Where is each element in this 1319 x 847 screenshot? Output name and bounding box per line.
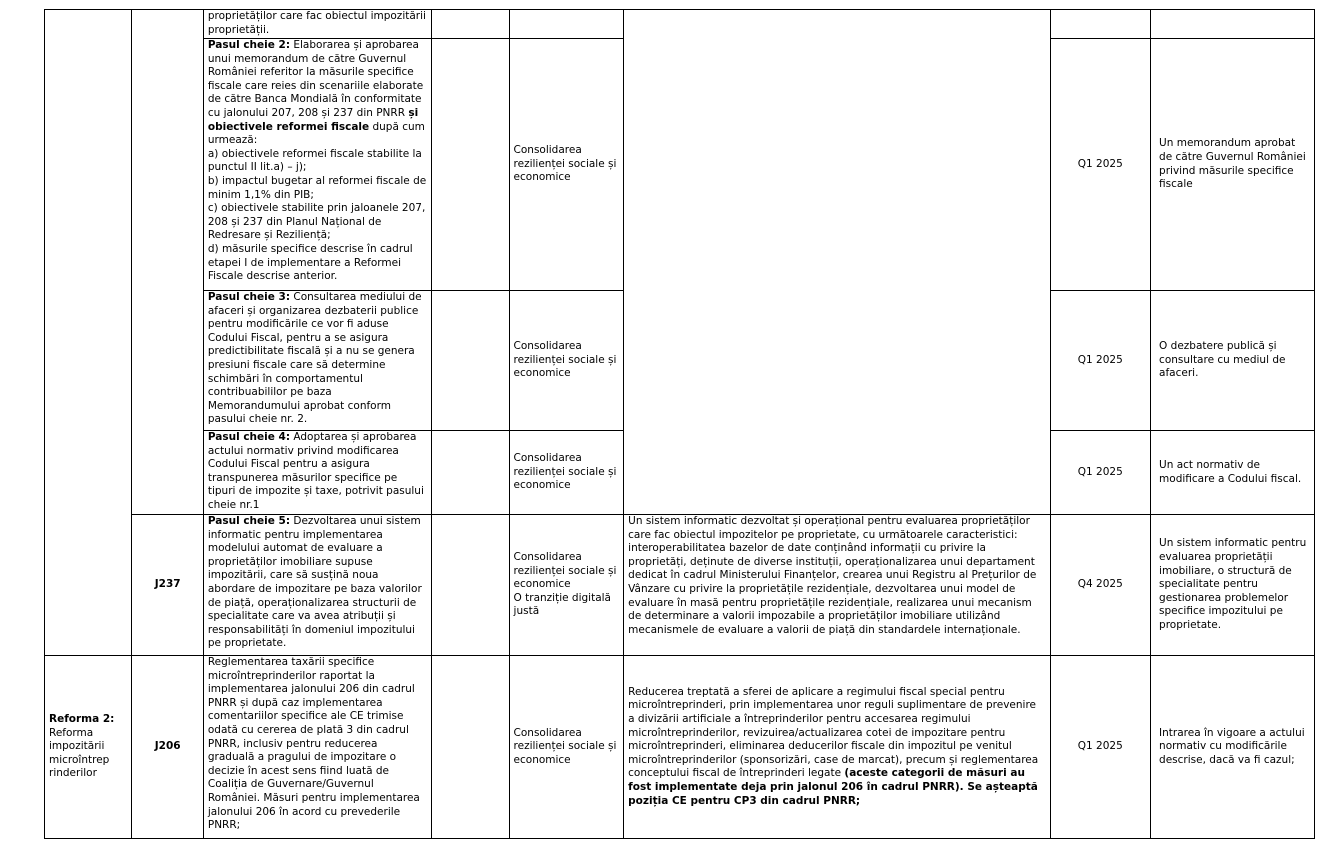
verification-cell-empty <box>1151 10 1315 39</box>
list-item: a) obiectivele reformei fiscale stabilite la punctul II lit.a) – j); <box>207 147 422 174</box>
pillar-cell: Consolidarea rezilienței sociale și economice <box>509 656 624 839</box>
reform-cell: Reforma 2: Reforma impozitării microîntrep rinderilor <box>45 656 132 839</box>
milestone-cell-empty <box>132 10 203 515</box>
empty-cell <box>432 291 509 431</box>
measure-cell: Pasul cheie 5: Dezvoltarea unui sistem informatic pentru implementarea modelului automat de evaluare a proprietăților imobiliare supuse impozitării, care să susțină noua abordare de impozitare pe baza valorilor de piață, operaționalizarea structurii de specialitate care va avea atribuții și responsabilități în domeniul impozitului pe proprietate. <box>203 515 431 656</box>
step-label: Pasul cheie 4: <box>207 431 291 443</box>
reform-cell-empty <box>45 10 132 656</box>
empty-cell <box>432 39 509 291</box>
deadline-cell: Q1 2025 <box>1050 431 1151 515</box>
measure-cell: Pasul cheie 4: Adoptarea și aprobarea actului normativ privind modificarea Codului Fiscal pentru a asigura transpunerea măsurilor specifice pe tipuri de impozite și taxe, potrivit pasului cheie nr.1 <box>203 431 431 515</box>
list-item: b) impactul bugetar al reformei fiscale de minim 1,1% din PIB; <box>207 174 427 201</box>
empty-cell <box>432 10 509 39</box>
step-label: Pasul cheie 5: <box>207 515 291 527</box>
pillar-cell: Consolidarea rezilienței sociale și economice <box>509 291 624 431</box>
list-item: d) măsurile specifice descrise în cadrul etapei I de implementare a Reformei Fiscale descrise anterior. <box>207 242 413 283</box>
pillar-cell: Consolidarea rezilienței sociale și economice O tranziție digitală justă <box>509 515 624 656</box>
measure-cell: Pasul cheie 3: Consultarea mediului de afaceri și organizarea dezbaterii publice pentru modificările ce vor fi aduse Codului Fiscal, pentru a se asigura predictibilitate fiscală și a nu se genera presiuni fiscale care să determine schimbări în comportamentul contribuabililor pe baza Memorandumului aprobat conform pasului cheie nr. 2. <box>203 291 431 431</box>
reform-milestones-table <box>44 9 1315 839</box>
description-cell: Reducerea treptată a sferei de aplicare a regimului fiscal special pentru microîntreprinderi, prin implementarea unor reguli suplimentare de prevenire a divizării artificiale a întreprinderilor pentru accesarea regimului microîntreprinderilor, revizuirea/actualizarea cotei de impozitare pentru microîntreprinderi, eliminarea deducerilor fiscale din impozitul pe venitul microîntreprinderilor (sponsorizări, case de marcat), precum și reglementarea conceptului fiscal de întreprinderi legate (aceste categorii de măsuri au fost implementate deja prin jalonul 206 în cadrul PNRR). Se așteaptă poziția CE pentru CP3 din cadrul PNRR; <box>624 656 1050 839</box>
step-label: Pasul cheie 3: <box>207 291 291 303</box>
verification-cell: O dezbatere publică și consultare cu mediul de afaceri. <box>1151 291 1315 431</box>
verification-cell: Un act normativ de modificare a Codului fiscal. <box>1151 431 1315 515</box>
empty-cell <box>432 515 509 656</box>
milestone-cell: J237 <box>132 515 203 656</box>
deadline-cell: Q4 2025 <box>1050 515 1151 656</box>
measure-cell: Pasul cheie 2: Elaborarea și aprobarea unui memorandum de către Guvernul României referitor la măsurile specifice fiscale care reies din scenariile elaborate de către Banca Mondială în conformitate cu jalonului 207, 208 și 237 din PNRR și obiectivele reformei fiscale după cum urmează: a) obiectivele reformei fiscale stabilite la punctul II lit.a) – j); b) impactul bugetar al reformei fiscale de minim 1,1% din PIB; c) obiectivele stabilite prin jaloanele 207, 208 și 237 din Planul Național de Redresare și Reziliență; d) măsurile specifice descrise în cadrul etapei I de implementare a Reformei Fiscale descrise anterior. <box>203 39 431 291</box>
table-row <box>45 10 1315 39</box>
milestone-cell: J206 <box>132 656 203 839</box>
deadline-cell: Q1 2025 <box>1050 39 1151 291</box>
deadline-cell-empty <box>1050 10 1151 39</box>
list-item: c) obiectivele stabilite prin jaloanele 207, 208 și 237 din Planul Național de Redresare și Reziliență; <box>207 202 426 242</box>
description-cell-empty <box>624 10 1050 515</box>
deadline-cell: Q1 2025 <box>1050 656 1151 839</box>
empty-cell <box>432 656 509 839</box>
verification-cell: Intrarea în vigoare a actului normativ cu modificările descrise, dacă va fi cazul; <box>1151 656 1315 839</box>
description-cell: Un sistem informatic dezvoltat și operațional pentru evaluarea proprietăților care fac obiectul impozitelor pe proprietate, cu următoarele caracteristici: interoperabilitatea bazelor de date conținând informații cu privire la proprietăți, deținute de diverse instituții, operaționalizarea unui departament dedicat în cadrul Ministerului Finanțelor, crearea unui Registru al Prețurilor de Vânzare cu privire la proprietățile rezidențiale, dezvoltarea unui model de evaluare în masă pentru proprietățile rezidențiale, realizarea unui mecanism de determinare a valorii impozabile a proprietăților imobiliare utilizând mecanismele de evaluare a valorii de piață din standardele internaționale. <box>624 515 1050 656</box>
verification-cell: Un memorandum aprobat de către Guvernul României privind măsurile specifice fiscale <box>1151 39 1315 291</box>
measure-cell: proprietăților care fac obiectul impozitării proprietății. <box>203 10 431 39</box>
measure-cell: Reglementarea taxării specifice microîntreprinderilor raportat la implementarea jalonului 206 din cadrul PNRR și după caz implementarea comentariilor specifice ale CE trimise odată cu cererea de plată 3 din cadrul PNRR, inclusiv pentru reducerea graduală a pragului de impozitare o decizie în acest sens fiind luată de Coaliția de Guvernare/Guvernul României. Măsuri pentru implementarea jalonului 206 în acord cu prevederile PNRR; <box>203 656 431 839</box>
table-row <box>45 656 1315 839</box>
reform-label: Reforma 2: <box>49 713 115 726</box>
deadline-cell: Q1 2025 <box>1050 291 1151 431</box>
empty-cell <box>432 431 509 515</box>
pillar-cell: Consolidarea rezilienței sociale și economice <box>509 431 624 515</box>
pillar-cell: Consolidarea rezilienței sociale și economice <box>509 39 624 291</box>
reform-table-page <box>44 9 1315 839</box>
pillar-cell-empty <box>509 10 624 39</box>
table-row <box>45 515 1315 656</box>
step-label: Pasul cheie 2: <box>207 39 291 51</box>
verification-cell: Un sistem informatic pentru evaluarea proprietății imobiliare, o structură de specialitate pentru gestionarea problemelor specifice impozitului pe proprietate. <box>1151 515 1315 656</box>
